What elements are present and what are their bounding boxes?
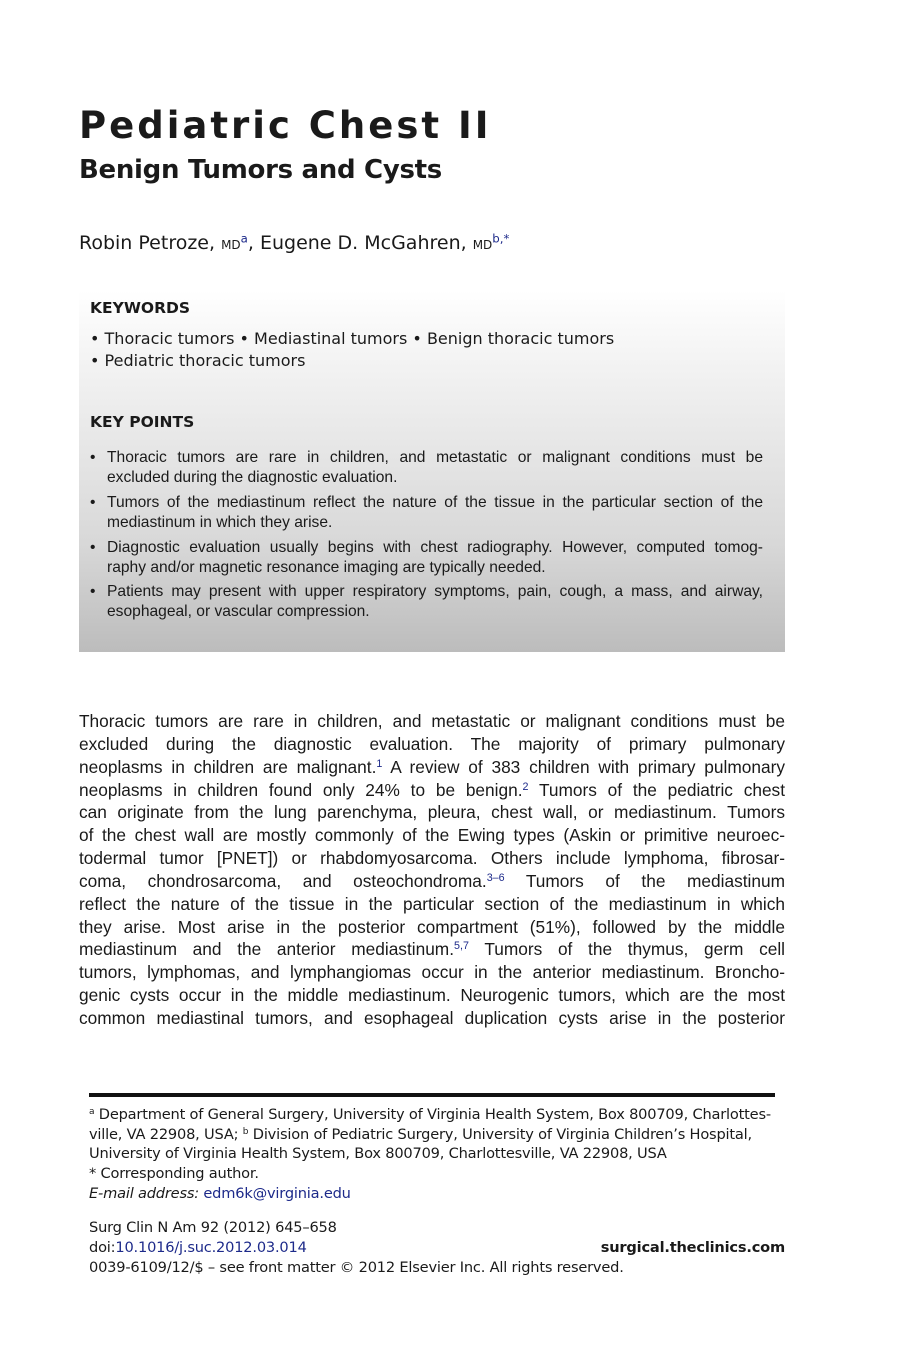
key-point-item (90, 582, 763, 622)
body-line (79, 779, 785, 802)
email-link[interactable]: edm6k@virginia.edu (203, 1184, 351, 1202)
affiliation-link[interactable]: a (240, 231, 248, 246)
aff-mark: a (89, 1107, 95, 1118)
affiliation-link[interactable]: b,* (492, 231, 510, 246)
bullet-icon: • (90, 449, 96, 466)
body-line (79, 870, 785, 893)
journal-site-link[interactable]: surgical.theclinics.com (600, 1239, 785, 1256)
body-text: Tumors of the mediastinum (504, 870, 785, 891)
body-text: mediastinum and the anterior mediastinum. (79, 939, 455, 960)
body-text: neoplasms in children found only 24% to be benign. (79, 779, 523, 800)
body-text: tumors, lymphomas, and lymphangiomas occur in the anterior mediastinum. Broncho- (79, 962, 785, 983)
affiliations (89, 1105, 779, 1164)
doi-label: doi: (89, 1239, 116, 1256)
body-text: excluded during the diagnostic evaluation. The majority of primary pulmonary (79, 733, 785, 754)
key-point-line: excluded during the diagnostic evaluation. (107, 469, 398, 486)
keywords-list (90, 328, 614, 372)
body-text: of the chest wall are mostly commonly of the Ewing types (Askin or primitive neuroec- (79, 825, 785, 846)
body-text: Tumors of the pediatric chest (528, 779, 785, 800)
key-point-line: Patients may present with upper respiratory symptoms, pain, cough, a mass, and airway, (107, 583, 763, 600)
body-text: Tumors of the thymus, germ cell (468, 939, 786, 960)
body-text: they arise. Most arise in the posterior compartment (51%), followed by the middle (79, 916, 785, 937)
citation-ref[interactable]: 5,7 (454, 940, 469, 953)
key-point-item (90, 448, 763, 488)
key-point-line: Thoracic tumors are rare in children, and metastatic or malignant conditions must be (107, 449, 763, 466)
key-point-item (90, 493, 763, 533)
key-point-line: Tumors of the mediastinum reflect the nature of the tissue in the particular section of the (107, 494, 763, 511)
footnotes (89, 1105, 779, 1204)
body-line (79, 984, 785, 1007)
keyword-line: • Thoracic tumors • Mediastinal tumors • Benign thoracic tumors (90, 329, 615, 348)
body-line (79, 893, 785, 916)
doi-link[interactable]: 10.1016/j.suc.2012.03.014 (115, 1239, 307, 1256)
citation-block (89, 1218, 785, 1278)
bullet-icon: • (90, 539, 96, 556)
author-degree: MD (221, 238, 241, 252)
author-line (79, 232, 509, 254)
affiliation-b: Division of Pediatric Surgery, University of Virginia Children’s Hospital, University of Virginia Health System, Box 800709, Charlottesville, VA 22908, USA (89, 1125, 752, 1163)
body-line (79, 801, 785, 824)
aff-mark: b (242, 1126, 249, 1137)
body-line (79, 916, 785, 939)
body-text: can originate from the lung parenchyma, pleura, chest wall, or mediastinum. Tumors (79, 802, 785, 823)
key-point-line: Diagnostic evaluation usually begins with chest radiography. However, computed tomog- (107, 539, 763, 556)
body-text: common mediastinal tumors, and esophageal duplication cysts arise in the posterior (79, 1007, 785, 1028)
corresponding-author: * Corresponding author. (89, 1165, 259, 1183)
key-point-line: esophageal, or vascular compression. (107, 603, 370, 620)
key-point-item (90, 538, 763, 578)
body-line (79, 847, 785, 870)
key-points-heading: KEY POINTS (90, 413, 195, 431)
affiliation-a: Department of General Surgery, University of Virginia Health System, Box 800709, Charlottes-ville, VA 22908, USA; (89, 1106, 771, 1143)
author-degree: MD (472, 238, 493, 252)
bullet-icon: • (90, 494, 96, 511)
article-title: Pediatric Chest II (79, 104, 492, 147)
body-paragraph (79, 710, 785, 1030)
bullet-icon: • (90, 583, 96, 600)
body-text: genic cysts occur in the middle mediastinum. Neurogenic tumors, which are the most (79, 985, 785, 1006)
keyword-line: • Pediatric thoracic tumors (90, 351, 306, 370)
body-line (79, 733, 785, 756)
body-line (79, 961, 785, 984)
citation-ref[interactable]: 3–6 (486, 872, 505, 885)
body-line (79, 756, 785, 779)
keywords-heading: KEYWORDS (90, 299, 191, 317)
key-point-line: mediastinum in which they arise. (107, 514, 333, 531)
body-line (79, 824, 785, 847)
keywords-keypoints-box (79, 290, 785, 652)
body-text: neoplasms in children are malignant. (79, 756, 377, 777)
citation-ref[interactable]: 2 (522, 780, 529, 793)
email-label: E-mail address: (89, 1184, 204, 1202)
email-line (89, 1184, 779, 1204)
body-text: reflect the nature of the tissue in the particular section of the mediastinum in which (79, 893, 785, 914)
body-text: coma, chondrosarcoma, and osteochondroma. (79, 870, 487, 891)
citation: Surg Clin N Am 92 (2012) 645–658 (89, 1219, 337, 1236)
copyright: 0039-6109/12/$ – see front matter © 2012 Elsevier Inc. All rights reserved. (89, 1259, 624, 1276)
author-name: , Eugene D. McGahren, (247, 232, 473, 254)
body-line (79, 710, 785, 733)
article-subtitle: Benign Tumors and Cysts (79, 155, 442, 185)
body-text: A review of 383 children with primary pulmonary (382, 756, 785, 777)
citation-ref[interactable]: 1 (376, 757, 383, 770)
key-point-line: raphy and/or magnetic resonance imaging are typically needed. (107, 559, 546, 576)
body-line (79, 938, 785, 961)
author-name: Robin Petroze, (79, 232, 222, 254)
body-text: todermal tumor [PNET]) or rhabdomyosarcoma. Others include lymphoma, fibrosar- (79, 848, 785, 869)
body-text: Thoracic tumors are rare in children, and metastatic or malignant conditions must be (79, 711, 785, 731)
body-line (79, 1007, 785, 1030)
footnote-rule (89, 1093, 775, 1097)
